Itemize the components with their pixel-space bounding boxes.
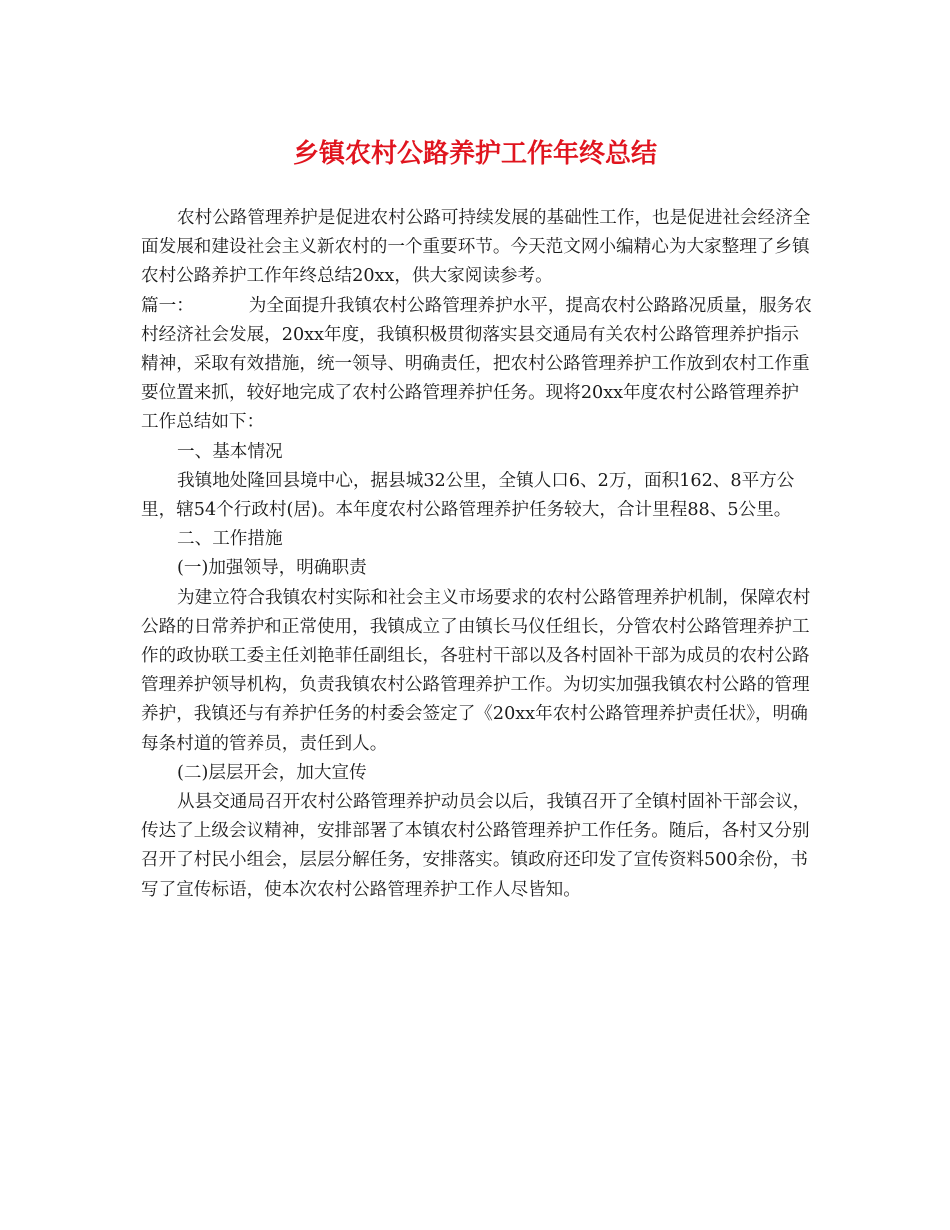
paragraph-leadership: 为建立符合我镇农村实际和社会主义市场要求的农村公路管理养护机制，保障农村公路的日常养护和正常使用，我镇成立了由镇长马仪任组长，分管农村公路管理养护工作的政协联工委主任刘艳菲任副组长，各驻村干部以及各村固补干部为成员的农村公路管理养护领导机构，负责我镇农村公路管理养护工作。为切实加强我镇农村公路的管理养护，我镇还与有养护任务的村委会签定了《20xx年农村公路管理养护责任状》，明确每条村道的管养员，责任到人。 (141, 587, 811, 754)
chapter-label: 篇一： (141, 295, 194, 316)
section-heading-measures: 二、工作措施 (177, 529, 283, 550)
subheading-leadership: (一)加强领导，明确职责 (177, 558, 367, 579)
document-title: 乡镇农村公路养护工作年终总结 (292, 139, 657, 169)
chapter-text: 为全面提升我镇农村公路管理养护水平，提高农村公路路况质量，服务农村经济社会发展，20xx年度，我镇积极贯彻落实县交通局有关农村公路管理养护指示精神，采取有效措施，统一领导、明确责任，把农村公路管理养护工作放到农村工作重要位置来抓，较好地完成了农村公路管理养护任务。现将20xx年度农村公路管理养护工作总结如下： (141, 295, 812, 433)
section-heading-basic: 一、基本情况 (177, 441, 283, 462)
paragraph-publicity: 从县交通局召开农村公路管理养护动员会以后，我镇召开了全镇村固补干部会议，传达了上级会议精神，安排部署了本镇农村公路管理养护工作任务。随后，各村又分别召开了村民小组会，层层分解任务，安排落实。镇政府还印发了宣传资料500余份，书写了宣传标语，使本次农村公路管理养护工作人尽皆知。 (141, 792, 811, 900)
paragraph-basic: 我镇地处隆回县境中心，据县城32公里，全镇人口6、2万，面积162、8平方公里，辖54个行政村(居)。本年度农村公路管理养护任务较大，合计里程88、5公里。 (141, 470, 795, 521)
document-body (141, 204, 816, 905)
paragraph-chapter-one (141, 292, 816, 438)
paragraph-intro: 农村公路管理养护是促进农村公路可持续发展的基础性工作，也是促进社会经济全面发展和建设社会主义新农村的一个重要环节。今天范文网小编精心为大家整理了乡镇农村公路养护工作年终总结20xx，供大家阅读参考。 (141, 208, 811, 287)
subheading-publicity: (二)层层开会，加大宣传 (177, 762, 367, 783)
